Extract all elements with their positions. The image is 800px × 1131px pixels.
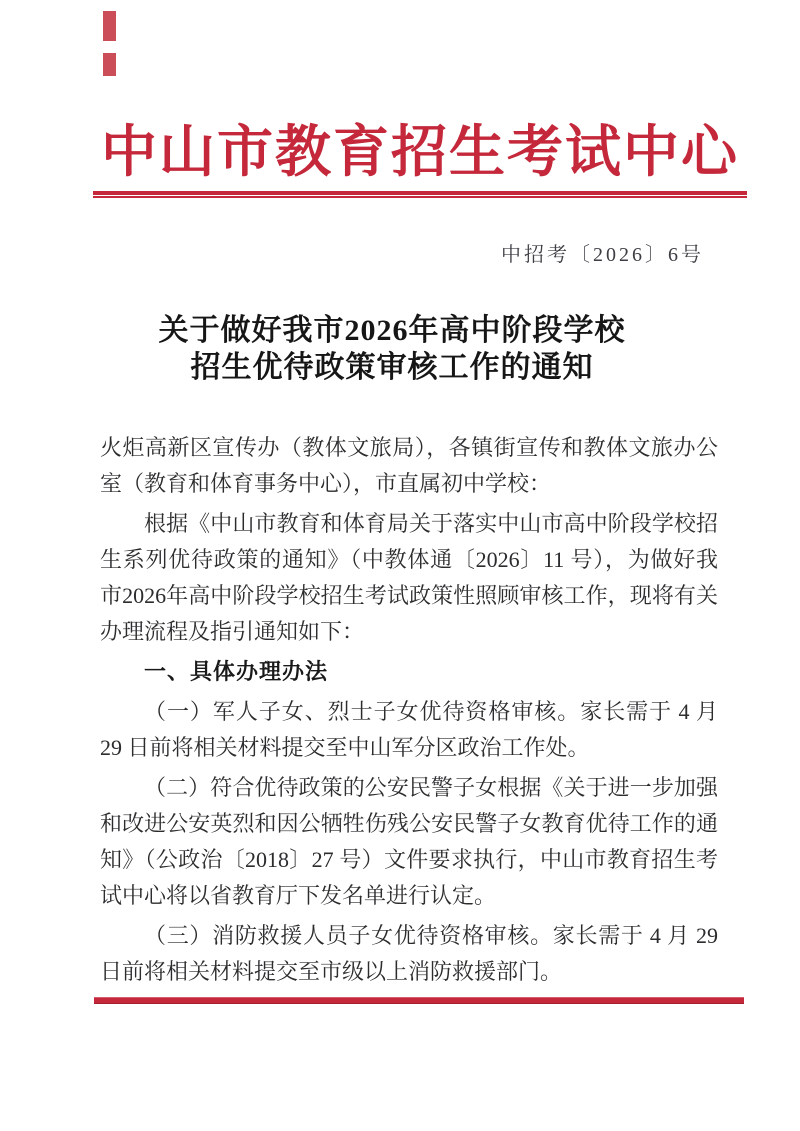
red-scan-artifact-top [103,11,116,41]
item-1-paragraph: （一）军人子女、烈士子女优待资格审核。家长需于 4 月 29 日前将相关材料提交至中山军分区政治工作处。 [100,699,718,760]
document-number: 中招考〔2026〕6号 [501,244,704,266]
section-heading: 一、具体办理办法 [144,659,329,684]
item-3-paragraph: （三）消防救援人员子女优待资格审核。家长需于 4 月 29 日前将相关材料提交至市级以上消防救援部门。 [100,923,718,984]
notice-title-line1: 关于做好我市2026年高中阶段学校 [158,314,626,347]
item-2-paragraph: （二）符合优待政策的公安民警子女根据《关于进一步加强和改进公安英烈和因公牺牲伤残公安民警子女教育优待工作的通知》（公政治〔2018〕27 号）文件要求执行，中山市教育招生考试中心将以省教育厅下发名单进行认定。 [100,775,718,908]
notice-title-line2: 招生优待政策审核工作的通知 [190,351,594,384]
notice-body [100,430,718,990]
agency-masthead-title: 中山市教育招生考试中心 [101,122,739,184]
intro-paragraph: 根据《中山市教育和体育局关于落实中山市高中阶段学校招生系列优待政策的通知》（中教体通〔2026〕11 号），为做好我市2026年高中阶段学校招生考试政策性照顾审核工作，现将有关办理流程及指引通知如下： [100,511,718,644]
footer-red-rule [94,997,744,1004]
notice-title [0,312,784,386]
masthead-red-rule [93,191,747,198]
red-scan-artifact-bottom [103,53,116,76]
salutation-paragraph: 火炬高新区宣传办（教体文旅局），各镇街宣传和教体文旅办公室（教育和体育事务中心），市直属初中学校： [100,435,718,496]
